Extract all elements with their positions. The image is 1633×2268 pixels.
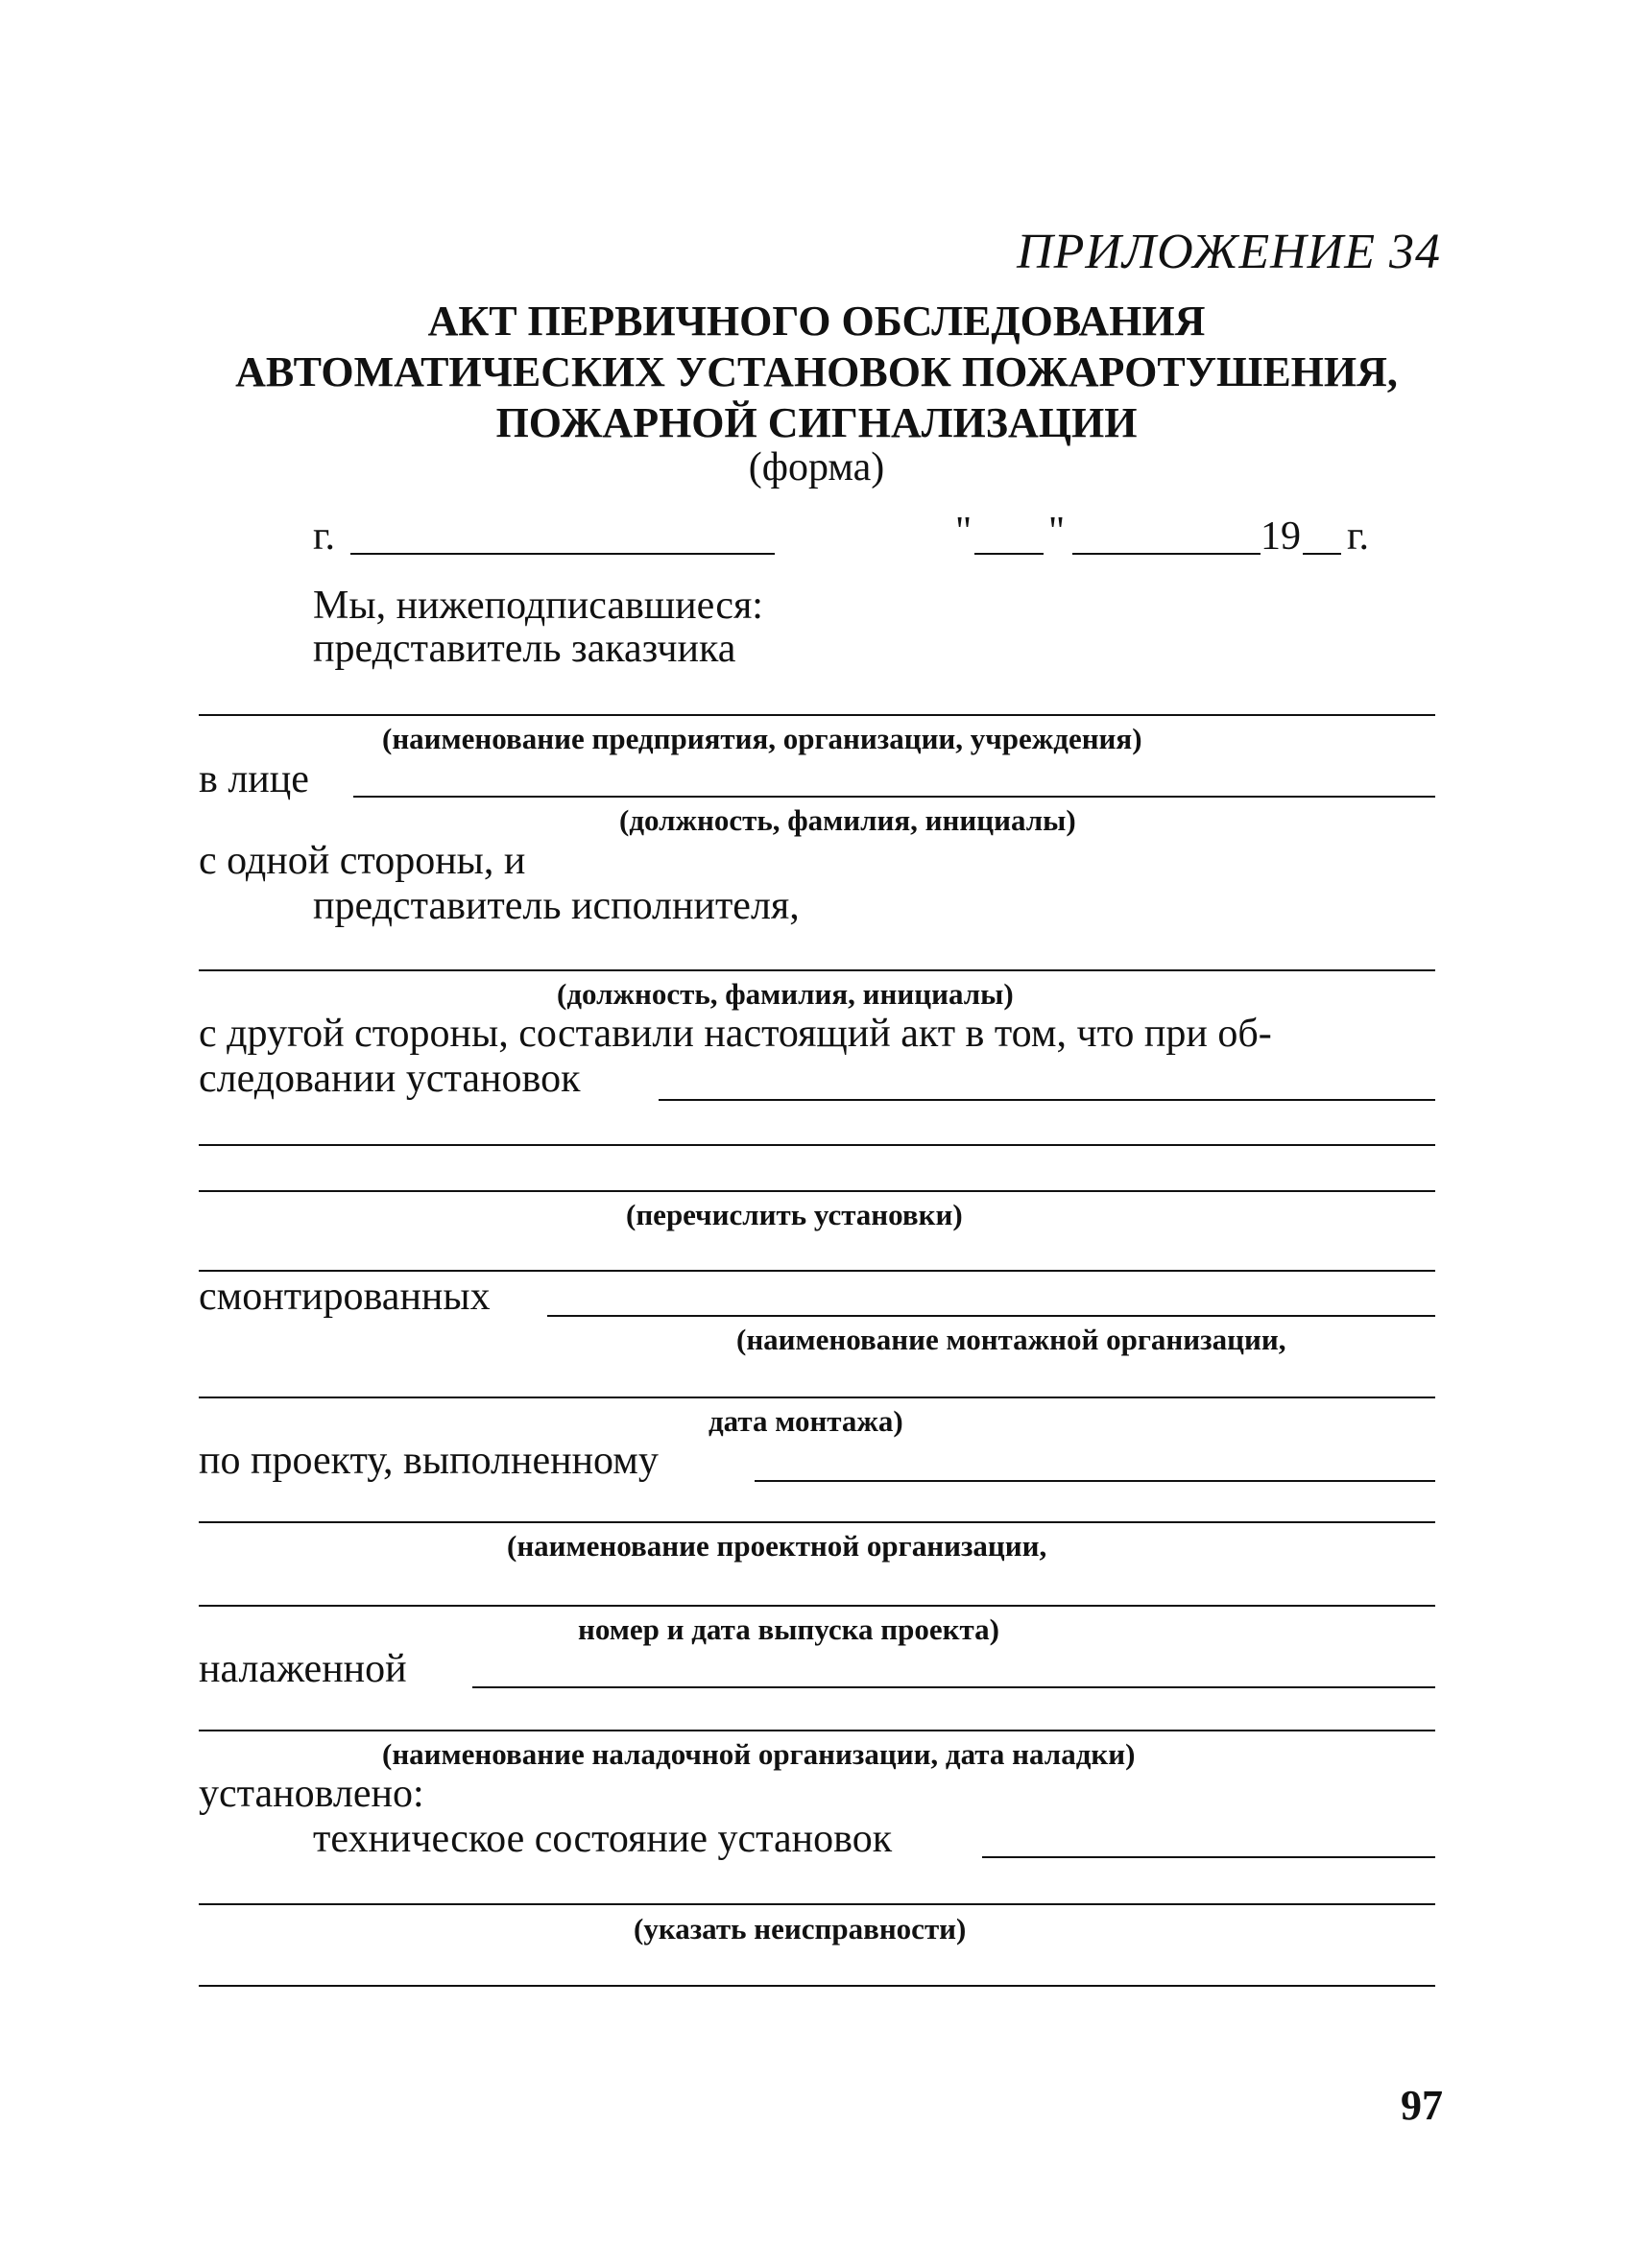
contractor-rep-text: представитель исполнителя, (313, 884, 800, 928)
customer-rep-text: представитель заказчика (313, 627, 736, 671)
caption-design-org: (наименование проектной организации, (507, 1529, 1047, 1563)
by-project-text: по проекту, выполненному (199, 1439, 659, 1483)
date-quote-close: " (1048, 510, 1066, 554)
caption-position-2: (должность, фамилия, инициалы) (557, 977, 1014, 1011)
city-prefix: г. (313, 514, 335, 559)
other-side-text-2: следовании установок (199, 1057, 581, 1101)
date-year-suffix: г. (1347, 514, 1369, 559)
installations-line-3 (199, 1190, 1435, 1192)
date-year-line (1303, 553, 1341, 555)
faults-line (199, 1985, 1435, 1987)
in-person-line (353, 796, 1435, 798)
date-year-prefix: 19 (1261, 514, 1301, 559)
adjusted-line-2 (199, 1730, 1435, 1731)
caption-position-1: (должность, фамилия, инициалы) (619, 803, 1076, 837)
other-side-text-1: с другой стороны, составили настоящий акт в том, что при об- (199, 1012, 1272, 1056)
mounted-line-1 (199, 1270, 1435, 1272)
city-field-line (350, 553, 775, 555)
date-month-line (1072, 553, 1261, 555)
project-line-2 (199, 1521, 1435, 1523)
form-title-line-1: АКТ ПЕРВИЧНОГО ОБСЛЕДОВАНИЯ (427, 298, 1206, 345)
tech-state-text: техническое состояние установок (313, 1817, 893, 1861)
caption-org-name: (наименование предприятия, организации, учреждения) (382, 722, 1142, 755)
project-number-line (199, 1605, 1435, 1607)
in-person-text: в лице (199, 757, 309, 801)
org-name-line (199, 714, 1435, 716)
contractor-line (199, 969, 1435, 971)
mounting-date-line (199, 1397, 1435, 1398)
established-text: установлено: (199, 1772, 424, 1816)
page-number: 97 (1401, 2082, 1443, 2129)
mounted-text: смонтированных (199, 1275, 491, 1319)
form-title-line-3: ПОЖАРНОЙ СИГНАЛИЗАЦИИ (495, 399, 1138, 446)
adjusted-line-1 (472, 1686, 1435, 1688)
caption-mounting-org: (наименование монтажной организации, (736, 1323, 1286, 1356)
date-quote-open: " (955, 510, 973, 554)
tech-state-line-2 (199, 1903, 1435, 1905)
installations-line-2 (199, 1144, 1435, 1146)
we-undersigned-text: Мы, нижеподписавшиеся: (313, 584, 763, 628)
one-side-text: с одной стороны, и (199, 839, 526, 883)
caption-adjusting-org: (наименование наладочной организации, дата наладки) (382, 1737, 1136, 1771)
tech-state-line-1 (982, 1856, 1435, 1858)
caption-mounting-date: дата монтажа) (708, 1404, 903, 1438)
installations-line-1 (659, 1099, 1435, 1101)
mounted-line-2 (547, 1315, 1435, 1317)
caption-faults: (указать неисправности) (634, 1912, 967, 1946)
caption-list-installations: (перечислить установки) (626, 1198, 963, 1231)
adjusted-text: налаженной (199, 1647, 407, 1691)
form-title-line-2: АВТОМАТИЧЕСКИХ УСТАНОВОК ПОЖАРОТУШЕНИЯ, (235, 348, 1398, 395)
date-day-line (974, 553, 1044, 555)
form-subtitle: (форма) (748, 445, 885, 489)
project-line-1 (755, 1480, 1435, 1482)
caption-project-number: номер и дата выпуска проекта) (578, 1612, 999, 1646)
appendix-label: ПРИЛОЖЕНИЕ 34 (1017, 225, 1441, 279)
